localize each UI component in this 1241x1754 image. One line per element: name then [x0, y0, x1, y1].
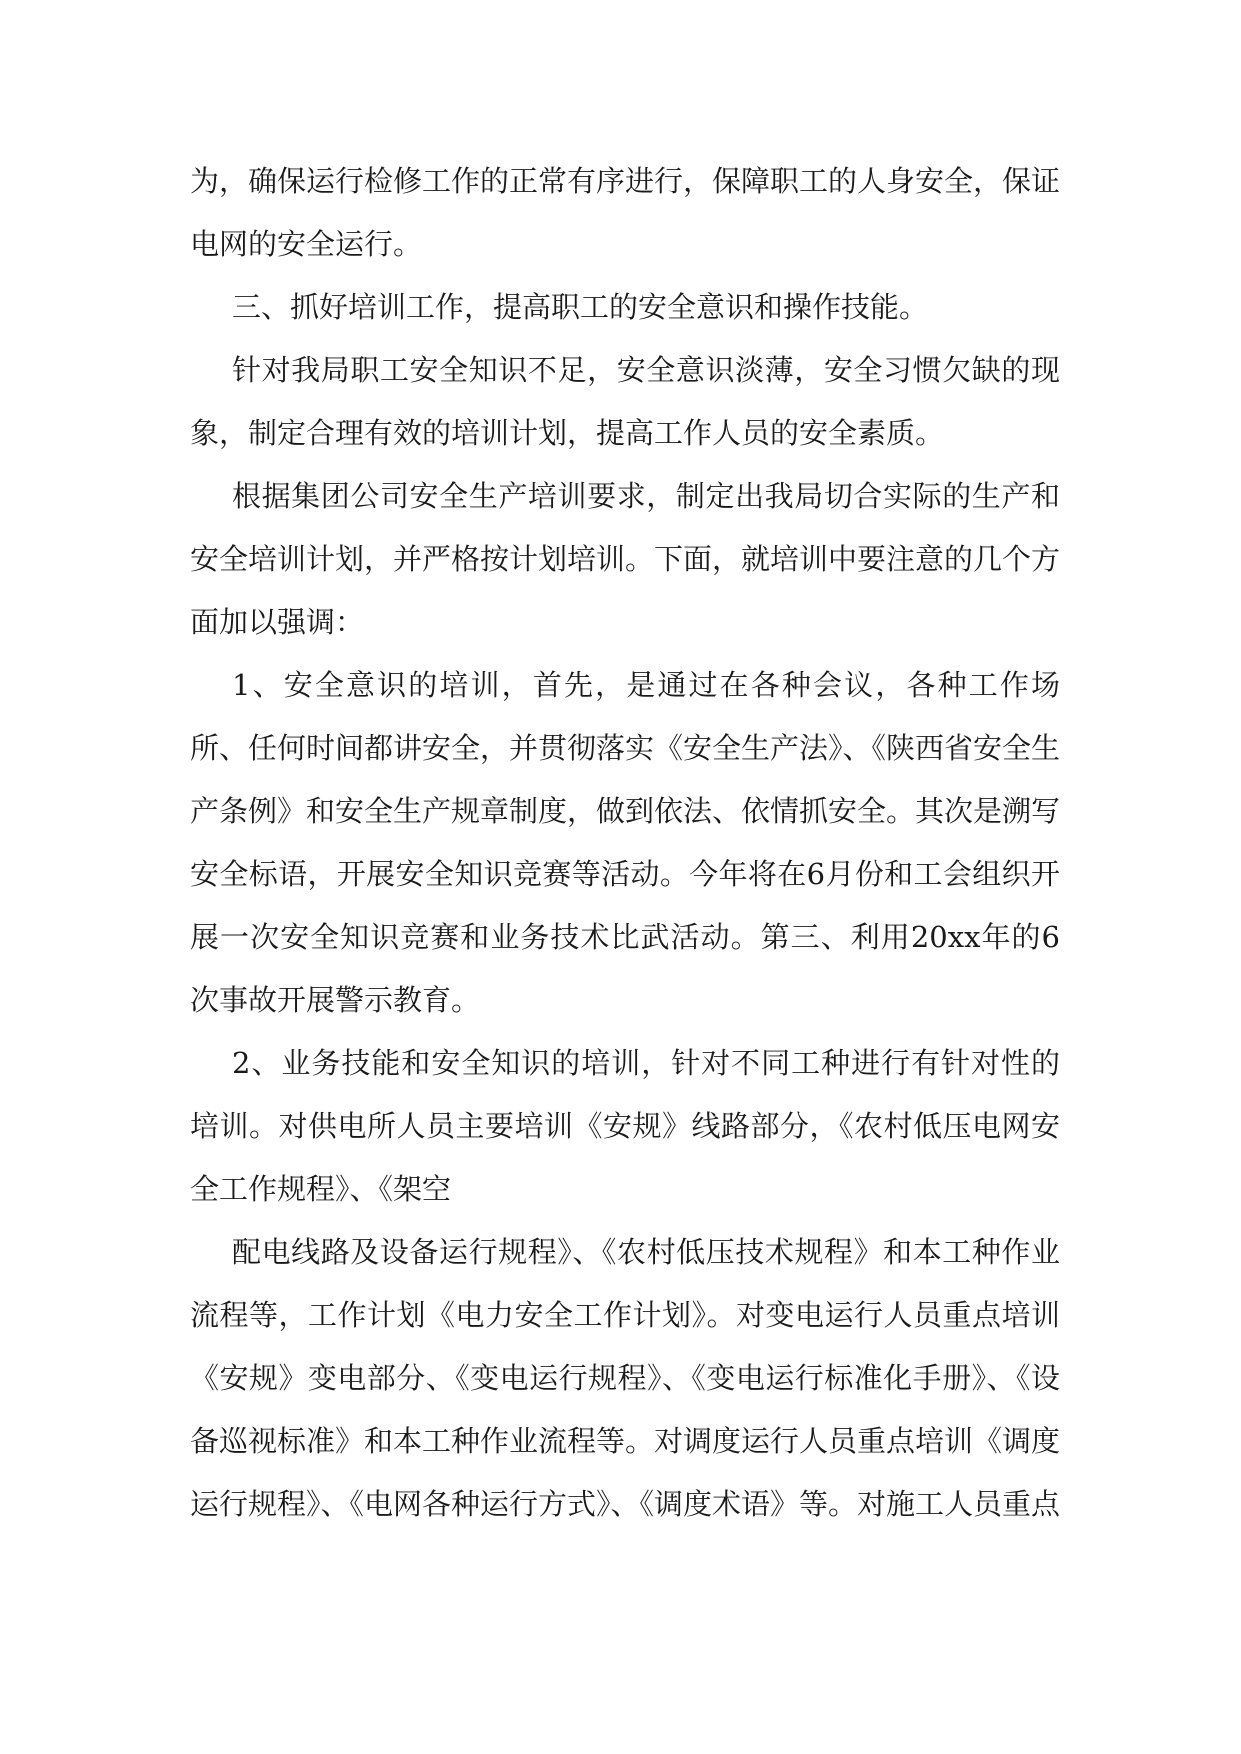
- section-heading-three: 三、抓好培训工作，提高职工的安全意识和操作技能。: [232, 290, 929, 324]
- paragraph: 根据集团公司安全生产培训要求，制定出我局切合实际的生产和安全培训计划，并严格按计划培训。下面，就培训中要注意的几个方面加以强调：: [190, 479, 1061, 639]
- paragraph: 配电线路及设备运行规程》、《农村低压技术规程》和本工种作业流程等，工作计划《电力安全工作计划》。对变电运行人员重点培训《安规》变电部分、《变电运行规程》、《变电运行标准化手册》、《设备巡视标准》和本工种作业流程等。对调度运行人员重点培训《调度运行规程》、《电网各种运行方式》、《调度术语》等。对施工人员重点: [190, 1235, 1061, 1521]
- document-body: [190, 150, 1060, 1536]
- paragraph: 针对我局职工安全知识不足，安全意识淡薄，安全习惯欠缺的现象，制定合理有效的培训计划，提高工作人员的安全素质。: [190, 353, 1060, 450]
- list-item-2: 2、业务技能和安全知识的培训，针对不同工种进行有针对性的培训。对供电所人员主要培训《安规》线路部分，《农村低压电网安全工作规程》、《架空: [190, 1046, 1060, 1206]
- paragraph-continuation: 为，确保运行检修工作的正常有序进行，保障职工的人身安全，保证电网的安全运行。: [190, 164, 1061, 261]
- list-item-1: 1、安全意识的培训，首先，是通过在各种会议，各种工作场所、任何时间都讲安全，并贯彻落实《安全生产法》、《陕西省安全生产条例》和安全生产规章制度，做到依法、依情抓安全。其次是溯写安全标语，开展安全知识竞赛等活动。今年将在6月份和工会组织开展一次安全知识竞赛和业务技术比武活动。第三、利用20xx年的6次事故开展警示教育。: [190, 668, 1061, 1017]
